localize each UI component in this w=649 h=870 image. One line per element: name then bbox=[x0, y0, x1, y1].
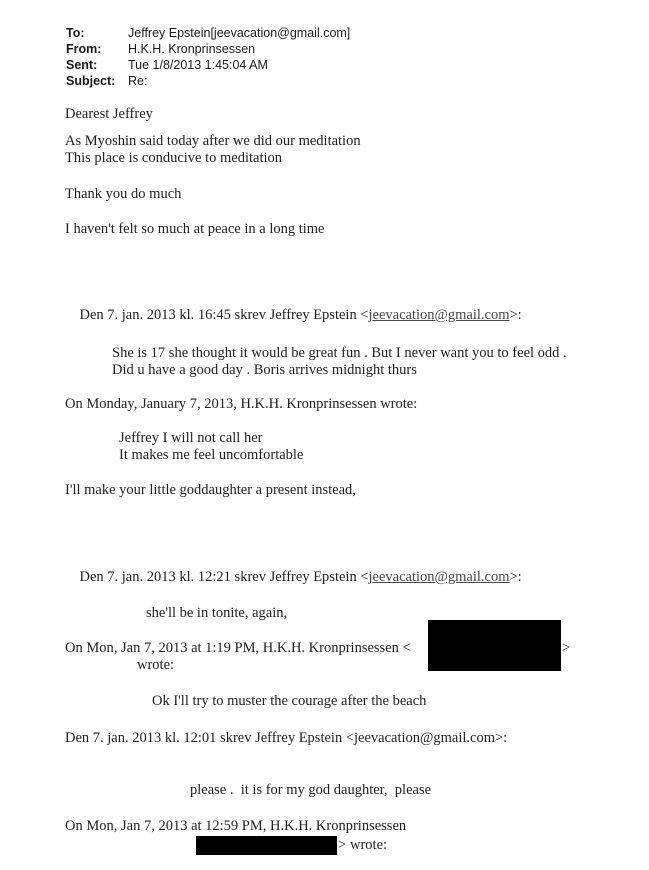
redaction-box-2 bbox=[196, 836, 337, 855]
body-line-peace: I haven't felt so much at peace in a long time bbox=[65, 221, 325, 237]
quote4-attribution-bracket-close: > bbox=[562, 640, 571, 656]
greeting-line: Dearest Jeffrey bbox=[65, 106, 153, 122]
quote3-attribution-text: Den 7. jan. 2013 kl. 12:21 skrev Jeffrey Epstein < bbox=[79, 569, 369, 585]
header-field-label: From: bbox=[66, 42, 102, 56]
email-header bbox=[66, 25, 350, 89]
quote4-line-1: Ok I'll try to muster the courage after the beach bbox=[152, 693, 427, 709]
quote3-attribution bbox=[65, 552, 522, 603]
header-field-label: To: bbox=[66, 26, 85, 40]
quote5-attribution: Den 7. jan. 2013 kl. 12:01 skrev Jeffrey Epstein <jeevacation@gmail.com>: bbox=[65, 730, 508, 746]
quote6-attribution-line-2: wrote: bbox=[350, 837, 388, 853]
quote5-line-1: please . it is for my god daughter, please bbox=[190, 782, 432, 798]
header-field-value: Jeffrey Epstein[jeevacation@gmail.com] bbox=[128, 26, 351, 40]
body-line-meditation-1: As Myoshin said today after we did our meditation bbox=[65, 133, 361, 149]
redaction-box-1 bbox=[428, 620, 561, 671]
email-link[interactable]: jeevacation@gmail.com bbox=[368, 569, 510, 585]
header-field-sent bbox=[66, 57, 350, 73]
quote2-line-2: It makes me feel uncomfortable bbox=[119, 447, 304, 463]
quote1-line-2: Did u have a good day . Boris arrives midnight thurs bbox=[112, 362, 417, 378]
quote3-line-1: she'll be in tonite, again, bbox=[146, 605, 288, 621]
header-field-subject bbox=[66, 73, 350, 89]
quote1-attribution-suffix: >: bbox=[509, 307, 522, 323]
header-field-label: Subject: bbox=[66, 74, 116, 88]
quote1-attribution-text: Den 7. jan. 2013 kl. 16:45 skrev Jeffrey Epstein < bbox=[79, 307, 369, 323]
quote6-attribution-line-1: On Mon, Jan 7, 2013 at 12:59 PM, H.K.H. Kronprinsessen bbox=[65, 818, 407, 834]
header-field-to bbox=[66, 25, 350, 41]
quote3-attribution-suffix: >: bbox=[509, 569, 522, 585]
quote1-attribution bbox=[65, 290, 522, 341]
header-field-value: Re: bbox=[128, 74, 148, 88]
email-link[interactable]: jeevacation@gmail.com bbox=[368, 307, 510, 323]
quote4-attribution-line-1: On Mon, Jan 7, 2013 at 1:19 PM, H.K.H. Kronprinsessen < bbox=[65, 640, 411, 656]
header-field-value: H.K.H. Kronprinsessen bbox=[128, 42, 256, 56]
quote1-line-1: She is 17 she thought it would be great fun . But I never want you to feel odd . bbox=[112, 345, 567, 361]
body-line-goddaughter: I'll make your little goddaughter a present instead, bbox=[65, 482, 356, 498]
quote2-attribution: On Monday, January 7, 2013, H.K.H. Kronprinsessen wrote: bbox=[65, 396, 418, 412]
quote6-attribution-bracket-close: > bbox=[338, 837, 347, 853]
body-line-thanks: Thank you do much bbox=[65, 186, 182, 202]
quote4-attribution-line-2: wrote: bbox=[137, 657, 175, 673]
quote2-line-1: Jeffrey I will not call her bbox=[119, 430, 263, 446]
body-line-meditation-2: This place is conducive to meditation bbox=[65, 150, 283, 166]
header-field-from bbox=[66, 41, 350, 57]
header-field-label: Sent: bbox=[66, 58, 98, 72]
header-field-value: Tue 1/8/2013 1:45:04 AM bbox=[128, 58, 268, 72]
